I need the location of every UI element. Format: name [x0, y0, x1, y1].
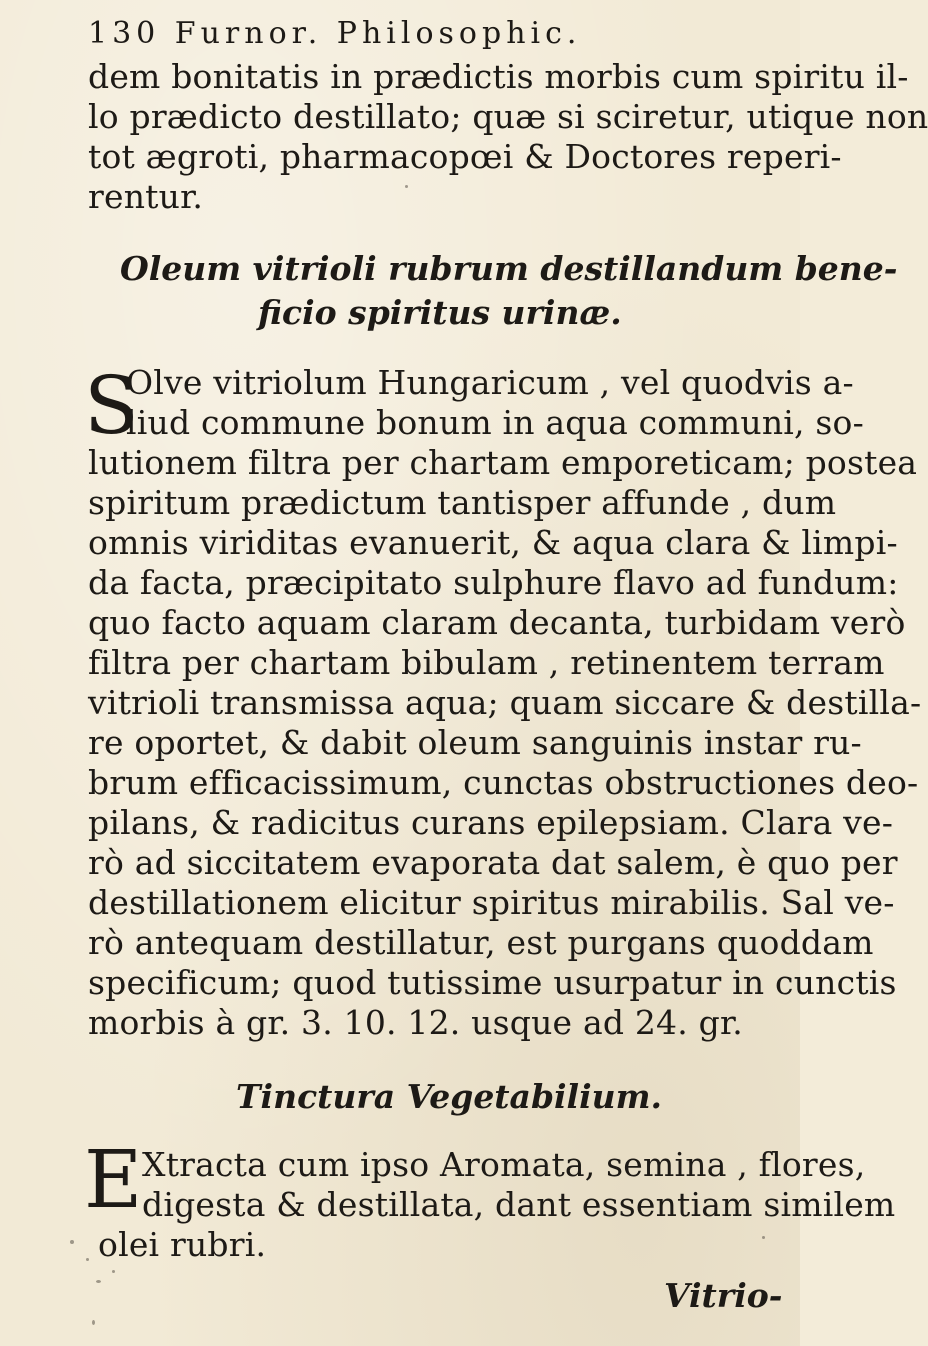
drop-cap: S	[84, 359, 139, 452]
section-heading: Tinctura Vegetabilium.	[236, 1077, 663, 1116]
ink-speck	[92, 1320, 95, 1325]
text-line: olei rubri.	[98, 1225, 267, 1264]
text-line: rò ad siccitatem evaporata dat salem, è quo per	[88, 843, 898, 882]
text-line: vitrioli transmissa aqua; quam siccare & destilla-	[88, 683, 922, 722]
text-line: liud commune bonum in aqua communi, so-	[126, 403, 864, 442]
text-line: rò antequam destillatur, est purgans quoddam	[88, 923, 874, 962]
text-line: Olve vitriolum Hungaricum , vel quodvis a-	[126, 363, 854, 402]
drop-cap: E	[84, 1133, 143, 1226]
text-line: lo prædicto destillato; quæ si sciretur, utique non	[88, 97, 928, 136]
text-line: tot ægroti, pharmacopœi & Doctores reperi-	[88, 137, 842, 176]
running-head: 130 Furnor. Philosophic.	[88, 16, 582, 51]
text-line: specificum; quod tutissime usurpatur in cunctis	[88, 963, 897, 1002]
section-heading: Oleum vitrioli rubrum destillandum bene-	[120, 249, 898, 288]
text-line: rentur.	[88, 177, 204, 216]
text-line: destillationem elicitur spiritus mirabilis. Sal ve-	[88, 883, 895, 922]
text-line: filtra per chartam bibulam , retinentem terram	[88, 643, 885, 682]
ink-speck	[405, 185, 408, 188]
text-line: re oportet, & dabit oleum sanguinis instar ru-	[88, 723, 862, 762]
section-heading: ficio spiritus urinæ.	[258, 293, 622, 332]
ink-speck	[70, 1240, 74, 1244]
text-line: morbis à gr. 3. 10. 12. usque ad 24. gr.	[88, 1003, 743, 1042]
catchword: Vitrio-	[664, 1276, 783, 1315]
text-line: pilans, & radicitus curans epilepsiam. Clara ve-	[88, 803, 894, 842]
text-line: dem bonitatis in prædictis morbis cum spiritu il-	[88, 57, 909, 96]
text-line: da facta, præcipitato sulphure flavo ad fundum:	[88, 563, 899, 602]
text-line: Xtracta cum ipso Aromata, semina , flores,	[142, 1145, 866, 1184]
text-line: spiritum prædictum tantisper affunde , dum	[88, 483, 837, 522]
text-line: brum efficacissimum, cunctas obstructiones deo-	[88, 763, 919, 802]
ink-speck	[86, 1258, 89, 1261]
text-line: quo facto aquam claram decanta, turbidam verò	[88, 603, 906, 642]
text-line: digesta & destillata, dant essentiam similem	[142, 1185, 896, 1224]
text-line: omnis viriditas evanuerit, & aqua clara & limpi-	[88, 523, 898, 562]
ink-speck	[762, 1236, 765, 1239]
ink-speck	[96, 1280, 101, 1283]
ink-speck	[112, 1270, 115, 1273]
text-line: lutionem filtra per chartam emporeticam; postea	[88, 443, 918, 482]
